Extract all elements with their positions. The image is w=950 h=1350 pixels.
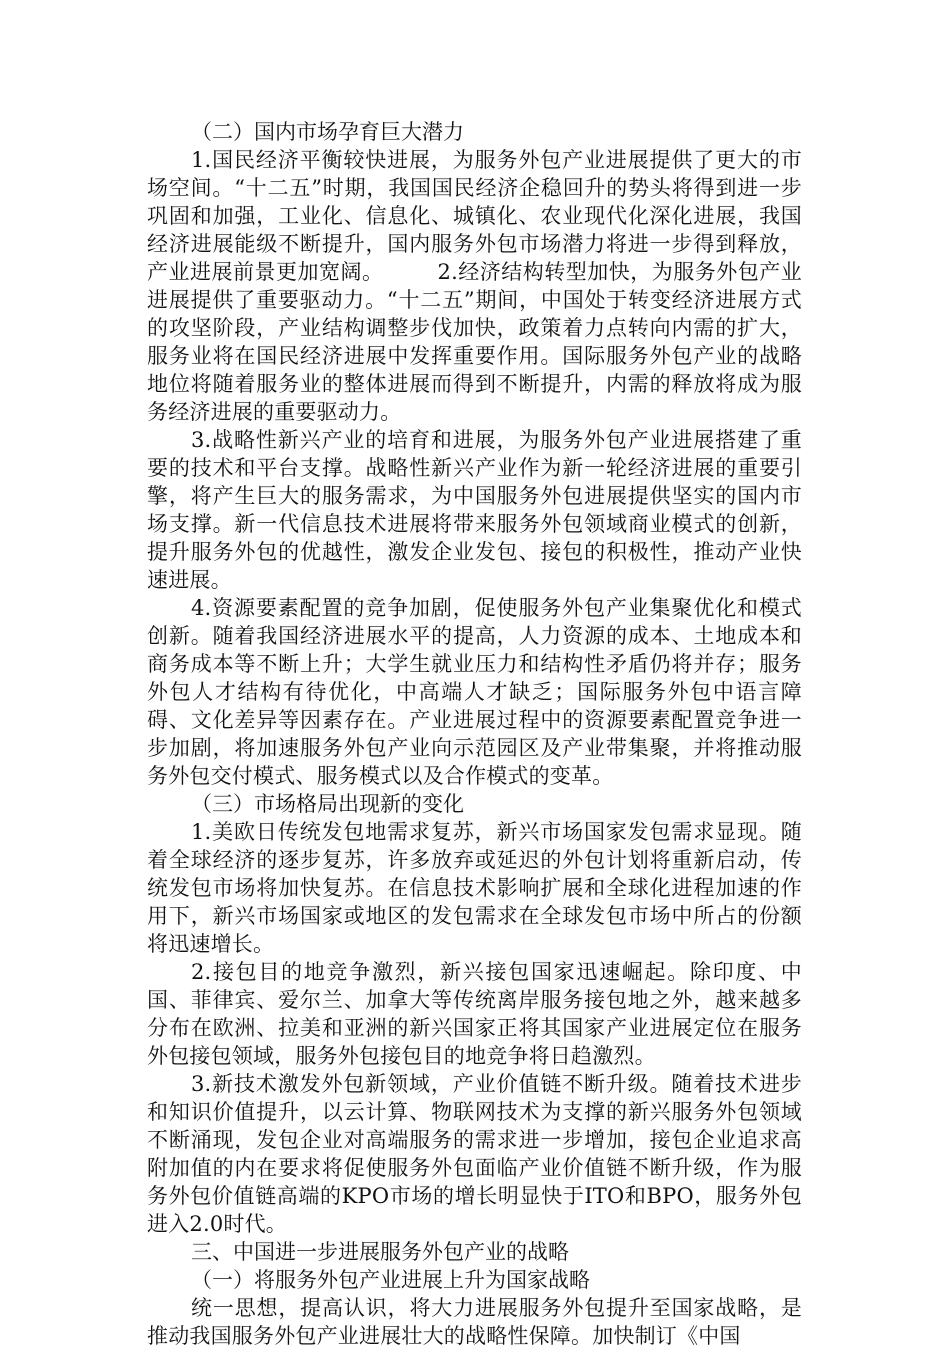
- paragraph-unify-thinking: 统一思想，提高认识，将大力进展服务外包提升至国家战略，是推动我国服务外包产业进展壮大的战略性保障。加快制订《中国: [147, 1296, 802, 1348]
- chapter-heading-strategy: 三、中国进一步进展服务外包产业的战略: [191, 1240, 569, 1264]
- document-body: [147, 118, 802, 1350]
- paragraph-new-technology: 3.新技术激发外包新领域，产业价值链不断升级。随着技术进步和知识价值提升，以云计算、物联网技术为支撑的新兴服务外包领域不断涌现，发包企业对高端服务的需求进一步增加，接包企业追求高附加值的内在要求将促使服务外包面临产业价值链不断升级，作为服务外包价值链高端的KPO市场的增长明显快于ITO和BPO，服务外包进入2.0时代。: [147, 1072, 802, 1236]
- paragraph-economy-growth: 1.国民经济平衡较快进展，为服务外包产业进展提供了更大的市场空间。“十二五”时期，我国国民经济企稳回升的势头将得到进一步巩固和加强，工业化、信息化、城镇化、农业现代化深化进展，我国经济进展能级不断提升，国内服务外包市场潜力将进一步得到释放，产业进展前景更加宽阔。 2.经济结构转型加快，为服务外包产业进展提供了重要驱动力。“十二五”期间，中国处于转变经济进展方式的攻坚阶段，产业结构调整步伐加快，政策着力点转向内需的扩大，服务业将在国民经济进展中发挥重要作用。国际服务外包产业的战略地位将随着服务业的整体进展而得到不断提升，内需的释放将成为服务经济进展的重要驱动力。: [147, 148, 802, 424]
- section-heading-national-strategy: （一）将服务外包产业进展上升为国家战略: [191, 1268, 590, 1292]
- paragraph-demand-recovery: 1.美欧日传统发包地需求复苏，新兴市场国家发包需求显现。随着全球经济的逐步复苏，许多放弃或延迟的外包计划将重新启动，传统发包市场将加快复苏。在信息技术影响扩展和全球化进程加速的作用下，新兴市场国家或地区的发包需求在全球发包市场中所占的份额将迅速增长。: [147, 820, 802, 956]
- paragraph-destination-competition: 2.接包目的地竞争激烈，新兴接包国家迅速崛起。除印度、中国、菲律宾、爱尔兰、加拿大等传统离岸服务接包地之外，越来越多分布在欧洲、拉美和亚洲的新兴国家正将其国家产业进展定位在服务外包接包领域，服务外包接包目的地竞争将日趋激烈。: [147, 960, 802, 1068]
- paragraph-resource-competition: 4.资源要素配置的竞争加剧，促使服务外包产业集聚优化和模式创新。随着我国经济进展水平的提高，人力资源的成本、土地成本和商务成本等不断上升；大学生就业压力和结构性矛盾仍将并存；服务外包人才结构有待优化，中高端人才缺乏；国际服务外包中语言障碍、文化差异等因素存在。产业进展过程中的资源要素配置竞争进一步加剧，将加速服务外包产业向示范园区及产业带集聚，并将推动服务外包交付模式、服务模式以及合作模式的变革。: [147, 596, 802, 788]
- section-heading-market-pattern: （三）市场格局出现新的变化: [191, 792, 464, 816]
- section-heading-domestic-market: （二）国内市场孕育巨大潜力: [191, 120, 464, 144]
- paragraph-strategic-industries: 3.战略性新兴产业的培育和进展，为服务外包产业进展搭建了重要的技术和平台支撑。战略性新兴产业作为新一轮经济进展的重要引擎，将产生巨大的服务需求，为中国服务外包进展提供坚实的国内市场支撑。新一代信息技术进展将带来服务外包领域商业模式的创新，提升服务外包的优越性，激发企业发包、接包的积极性，推动产业快速进展。: [147, 428, 802, 592]
